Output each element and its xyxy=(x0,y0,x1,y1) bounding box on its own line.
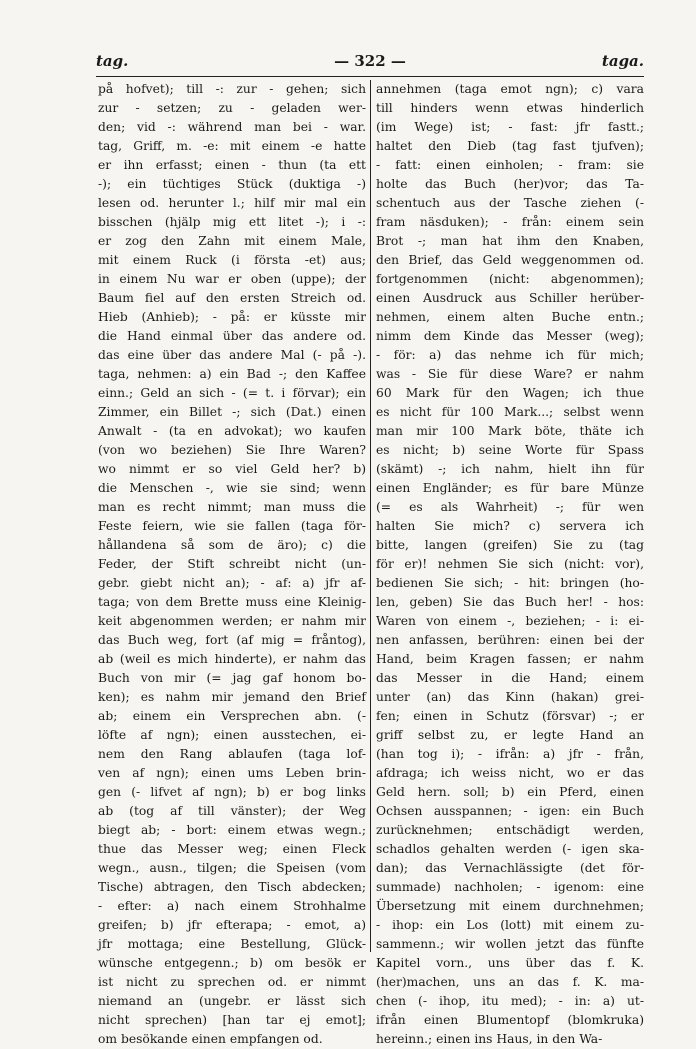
text-line: nicht sprechen) [han tar ej emot]; xyxy=(98,1013,366,1027)
text-line: die Hand einmal über das andere od. xyxy=(98,329,366,343)
text-line: hållandena så som de äro); c) die xyxy=(98,538,366,552)
text-line: Feder, der Stift schreibt nicht (un- xyxy=(98,557,366,571)
text-line: Hand, beim Kragen fassen; er nahm xyxy=(376,652,644,666)
text-line: Ochsen ausspannen; - igen: ein Buch xyxy=(376,804,644,818)
text-line: das eine über das andere Mal (- på -). xyxy=(98,348,366,362)
text-line: bisschen (hjälp mig ett litet -); i -: xyxy=(98,215,366,229)
text-line: Tische) abtragen, den Tisch abdecken; xyxy=(98,880,366,894)
text-line: ist nicht zu sprechen od. er nimmt xyxy=(98,975,366,989)
text-line: Kapitel vorn., uns über das f. K. xyxy=(376,956,644,970)
text-line: chen (- ihop, itu med); - in: a) ut- xyxy=(376,994,644,1008)
text-line: griff selbst zu, er legte Hand an xyxy=(376,728,644,742)
text-line: bitte, langen (greifen) Sie zu (tag xyxy=(376,538,644,552)
text-line: schentuch aus der Tasche ziehen (- xyxy=(376,196,644,210)
text-line: (skämt) -; ich nahm, hielt ihn für xyxy=(376,462,644,476)
text-line: fram näsduken); - från: einem sein xyxy=(376,215,644,229)
column-divider xyxy=(370,80,371,952)
text-line: tag, Griff, m. -e: mit einem -e hatte xyxy=(98,139,366,153)
text-line: unter (an) das Kinn (hakan) grei- xyxy=(376,690,644,704)
text-line: till hinders wenn etwas hinderlich xyxy=(376,101,644,115)
page-header xyxy=(96,52,644,74)
text-line: len, geben) Sie das Buch her! - hos: xyxy=(376,595,644,609)
text-line: greifen; b) jfr efterapa; - emot, a) xyxy=(98,918,366,932)
text-line: Brot -; man hat ihm den Knaben, xyxy=(376,234,644,248)
text-line: wegn., ausn., tilgen; die Speisen (vom xyxy=(98,861,366,875)
text-line: - ihop: ein Los (lott) mit einem zu- xyxy=(376,918,644,932)
text-line: sammenn.; wir wollen jetzt das fünfte xyxy=(376,937,644,951)
header-guide-word-right: taga. xyxy=(601,52,644,70)
text-line: Geld hern. soll; b) ein Pferd, einen xyxy=(376,785,644,799)
text-line: dan); das Vernachlässigte (det för- xyxy=(376,861,644,875)
text-line: Feste feiern, wie sie fallen (taga för- xyxy=(98,519,366,533)
text-line: ab; einem ein Versprechen abn. (- xyxy=(98,709,366,723)
text-line: nem den Rang ablaufen (taga lof- xyxy=(98,747,366,761)
text-line: ken); es nahm mir jemand den Brief xyxy=(98,690,366,704)
text-line: ven af ngn); einen ums Leben brin- xyxy=(98,766,366,780)
text-line: (her)machen, uns an das f. K. ma- xyxy=(376,975,644,989)
text-line: er zog den Zahn mit einem Male, xyxy=(98,234,366,248)
text-line: ab (weil es mich hinderte), er nahm das xyxy=(98,652,366,666)
text-line: gen (- lifvet af ngn); b) er bog links xyxy=(98,785,366,799)
right-column xyxy=(376,80,644,1046)
text-line: Baum fiel auf den ersten Streich od. xyxy=(98,291,366,305)
text-line: keit abgenommen werden; er nahm mir xyxy=(98,614,366,628)
text-line: jfr mottaga; eine Bestellung, Glück- xyxy=(98,937,366,951)
text-line: Zimmer, ein Billet -; sich (Dat.) einen xyxy=(98,405,366,419)
text-line: biegt ab; - bort: einem etwas wegn.; xyxy=(98,823,366,837)
text-line: einen Engländer; es für bare Münze xyxy=(376,481,644,495)
text-line: nehmen, einem alten Buche entn.; xyxy=(376,310,644,324)
text-line: wo nimmt er so viel Geld her? b) xyxy=(98,462,366,476)
text-line: zurücknehmen; entschädigt werden, xyxy=(376,823,644,837)
text-line: (von wo beziehen) Sie Ihre Waren? xyxy=(98,443,366,457)
text-line: hereinn.; einen ins Haus, in den Wa- xyxy=(376,1032,603,1046)
text-line: niemand an (ungebr. er lässt sich xyxy=(98,994,366,1008)
text-line: summade) nachholen; - igenom: eine xyxy=(376,880,644,894)
text-line: bedienen Sie sich; - hit: bringen (ho- xyxy=(376,576,644,590)
text-line: lesen od. herunter l.; hilf mir mal ein xyxy=(98,196,366,210)
text-line: thue das Messer weg; einen Fleck xyxy=(98,842,366,856)
text-line: om besökande einen empfangen od. xyxy=(98,1032,323,1046)
text-line: fortgenommen (nicht: abgenommen); xyxy=(376,272,644,286)
text-line: Waren von einem -, beziehen; - i: ei- xyxy=(376,614,644,628)
text-line: den Brief, das Geld weggenommen od. xyxy=(376,253,644,267)
text-line: die Menschen -, wie sie sind; wenn xyxy=(98,481,366,495)
text-line: wünsche entgegenn.; b) om besök er xyxy=(98,956,366,970)
text-line: ab (tog af till vänster); der Weg xyxy=(98,804,366,818)
text-line: 60 Mark für den Wagen; ich thue xyxy=(376,386,644,400)
text-line: nimm dem Kinde das Messer (weg); xyxy=(376,329,644,343)
text-line: Buch von mir (= jag gaf honom bo- xyxy=(98,671,366,685)
text-line: den; vid -: während man bei - war. xyxy=(98,120,366,134)
text-line: för er)! nehmen Sie sich (nicht: vor), xyxy=(376,557,644,571)
text-line: Anwalt - (ta en advokat); wo kaufen xyxy=(98,424,366,438)
text-line: man mir 100 Mark böte, thäte ich xyxy=(376,424,644,438)
text-line: holte das Buch (her)vor; das Ta- xyxy=(376,177,644,191)
text-line: das Messer in die Hand; einem xyxy=(376,671,644,685)
text-line: annehmen (taga emot ngn); c) vara xyxy=(376,82,644,96)
text-line: was - Sie für diese Ware? er nahm xyxy=(376,367,644,381)
text-line: er ihn erfasst; einen - thun (ta ett xyxy=(98,158,366,172)
text-line: - efter: a) nach einem Strohhalme xyxy=(98,899,366,913)
text-line: Hieb (Anhieb); - på: er küsste mir xyxy=(98,310,366,324)
text-line: (han tog i); - ifrån: a) jfr - från, xyxy=(376,747,644,761)
text-line: Übersetzung mit einem durchnehmen; xyxy=(376,899,644,913)
text-line: löfte af ngn); einen ausstechen, ei- xyxy=(98,728,366,742)
text-line: gebr. giebt nicht an); - af: a) jfr af- xyxy=(98,576,366,590)
text-line: afdraga; ich weiss nicht, wo er das xyxy=(376,766,644,780)
header-rule xyxy=(96,76,644,77)
text-line: taga; von dem Brette muss eine Kleinig- xyxy=(98,595,366,609)
text-line: mit einem Ruck (i första -et) aus; xyxy=(98,253,366,267)
text-line: halten Sie mich? c) servera ich xyxy=(376,519,644,533)
text-line: på hofvet); till -: zur - gehen; sich xyxy=(98,82,366,96)
page-number: — 322 — xyxy=(334,52,406,70)
text-line: haltet den Dieb (tag fast tjufven); xyxy=(376,139,644,153)
left-column xyxy=(98,80,366,1046)
text-line: schadlos gehalten werden (- igen ska- xyxy=(376,842,644,856)
text-line: (= es als Wahrheit) -; für wen xyxy=(376,500,644,514)
text-line: ifrån einen Blumentopf (blomkruka) xyxy=(376,1013,644,1027)
text-line: - för: a) das nehme ich für mich; xyxy=(376,348,644,362)
text-line: zur - setzen; zu - geladen wer- xyxy=(98,101,366,115)
text-line: einn.; Geld an sich - (= t. i förvar); ein xyxy=(98,386,366,400)
text-line: nen anfassen, berühren: einen bei der xyxy=(376,633,644,647)
text-line: das Buch weg, fort (af mig = fråntog), xyxy=(98,633,366,647)
text-line: man es recht nimmt; man muss die xyxy=(98,500,366,514)
text-line: in einem Nu war er oben (uppe); der xyxy=(98,272,366,286)
text-line: (im Wege) ist; - fast: jfr fastt.; xyxy=(376,120,644,134)
text-line: einen Ausdruck aus Schiller herüber- xyxy=(376,291,644,305)
text-line: es nicht; b) seine Worte für Spass xyxy=(376,443,644,457)
text-line: -); ein tüchtiges Stück (duktiga -) xyxy=(98,177,366,191)
text-line: taga, nehmen: a) ein Bad -; den Kaffee xyxy=(98,367,366,381)
text-line: es nicht für 100 Mark...; selbst wenn xyxy=(376,405,644,419)
header-guide-word-left: tag. xyxy=(96,52,129,70)
text-line: fen; einen in Schutz (försvar) -; er xyxy=(376,709,644,723)
text-line: - fatt: einen einholen; - fram: sie xyxy=(376,158,644,172)
